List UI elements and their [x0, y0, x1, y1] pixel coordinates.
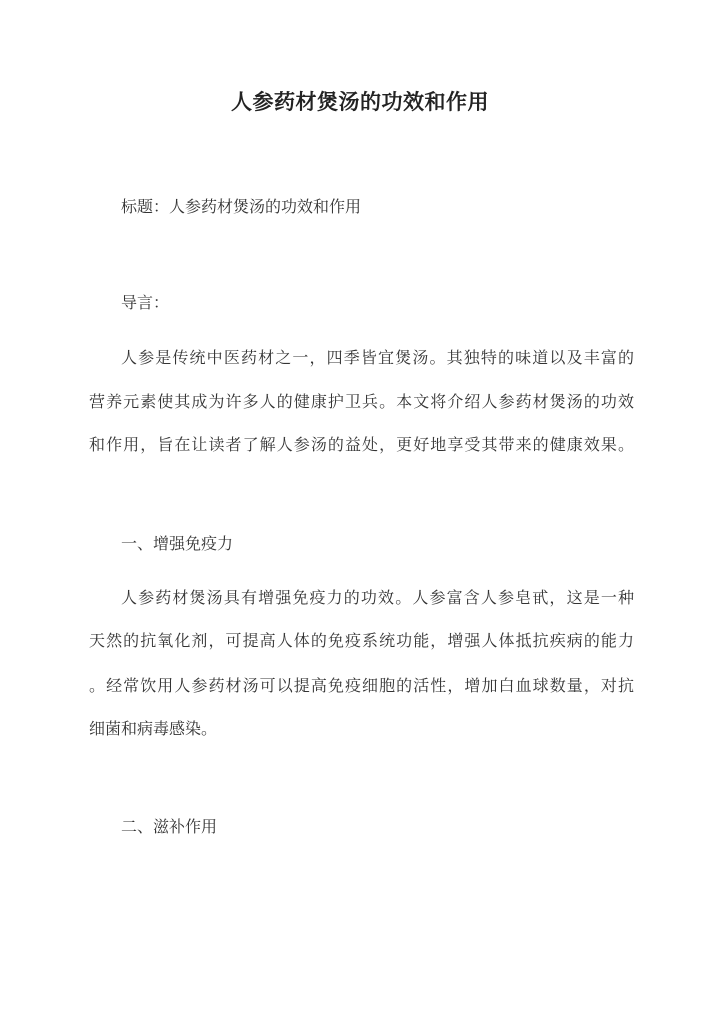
subtitle-line: 标题：人参药材煲汤的功效和作用 — [121, 197, 362, 216]
document-title: 人参药材煲汤的功效和作用 — [231, 89, 489, 114]
section1-paragraph-line: 。经常饮用人参药材汤可以提高免疫细胞的活性，增加白血球数量，对抗 — [89, 676, 634, 695]
section1-paragraph-line: 人参药材煲汤具有增强免疫力的功效。人参富含人参皂甙，这是一种 — [121, 588, 634, 607]
intro-paragraph-line: 和作用，旨在让读者了解人参汤的益处，更好地享受其带来的健康效果。 — [89, 435, 634, 454]
section2-heading: 二、滋补作用 — [121, 817, 218, 836]
intro-heading: 导言： — [121, 293, 170, 312]
section1-paragraph-line: 天然的抗氧化剂，可提高人体的免疫系统功能，增强人体抵抗疾病的能力 — [89, 631, 634, 650]
intro-paragraph-line: 人参是传统中医药材之一，四季皆宜煲汤。其独特的味道以及丰富的 — [121, 348, 634, 367]
section1-paragraph-line: 细菌和病毒感染。 — [89, 719, 218, 738]
section1-heading: 一、增强免疫力 — [121, 534, 234, 553]
intro-paragraph-line: 营养元素使其成为许多人的健康护卫兵。本文将介绍人参药材煲汤的功效 — [89, 392, 634, 411]
